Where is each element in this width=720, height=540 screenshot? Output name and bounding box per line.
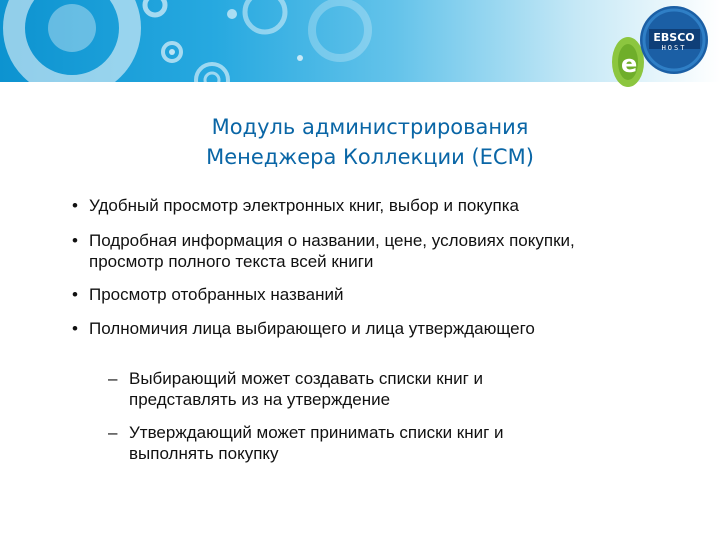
list-item [72,284,609,305]
list-item [72,230,609,272]
list-item-text: Удобный просмотр электронных книг, выбор и покупка [89,196,519,215]
ebsco-host-logo [606,4,716,92]
sub-list-item [108,368,589,410]
bullet-marker: • [72,231,78,250]
dash-marker: – [108,369,118,388]
sub-list-item-text: Утверждающий может принимать списки книг и выполнять покупку [129,423,504,463]
list-item [72,318,609,339]
bullet-marker: • [72,196,78,215]
logo-e-letter: e [621,50,638,78]
list-item-text: Подробная информация о названии, цене, условиях покупки, просмотр полного текста всей книги [89,231,575,271]
dash-marker: – [108,423,118,442]
slide-title [160,112,580,172]
title-line-2: Менеджера Коллекции (ЕСМ) [206,145,534,169]
title-line-1: Модуль администрирования [211,115,529,139]
logo-brand-subtext: HOST [661,44,687,52]
list-item-text: Полномичия лица выбирающего и лица утверждающего [89,319,535,338]
bullet-marker: • [72,285,78,304]
list-item-text: Просмотр отобранных названий [89,285,344,304]
list-item [72,195,609,216]
sub-list-item [108,422,589,464]
bullet-marker: • [72,319,78,338]
sub-list-item-text: Выбирающий может создавать списки книг и представлять из на утверждение [129,369,484,409]
logo-brand-text: EBSCO [653,31,695,44]
